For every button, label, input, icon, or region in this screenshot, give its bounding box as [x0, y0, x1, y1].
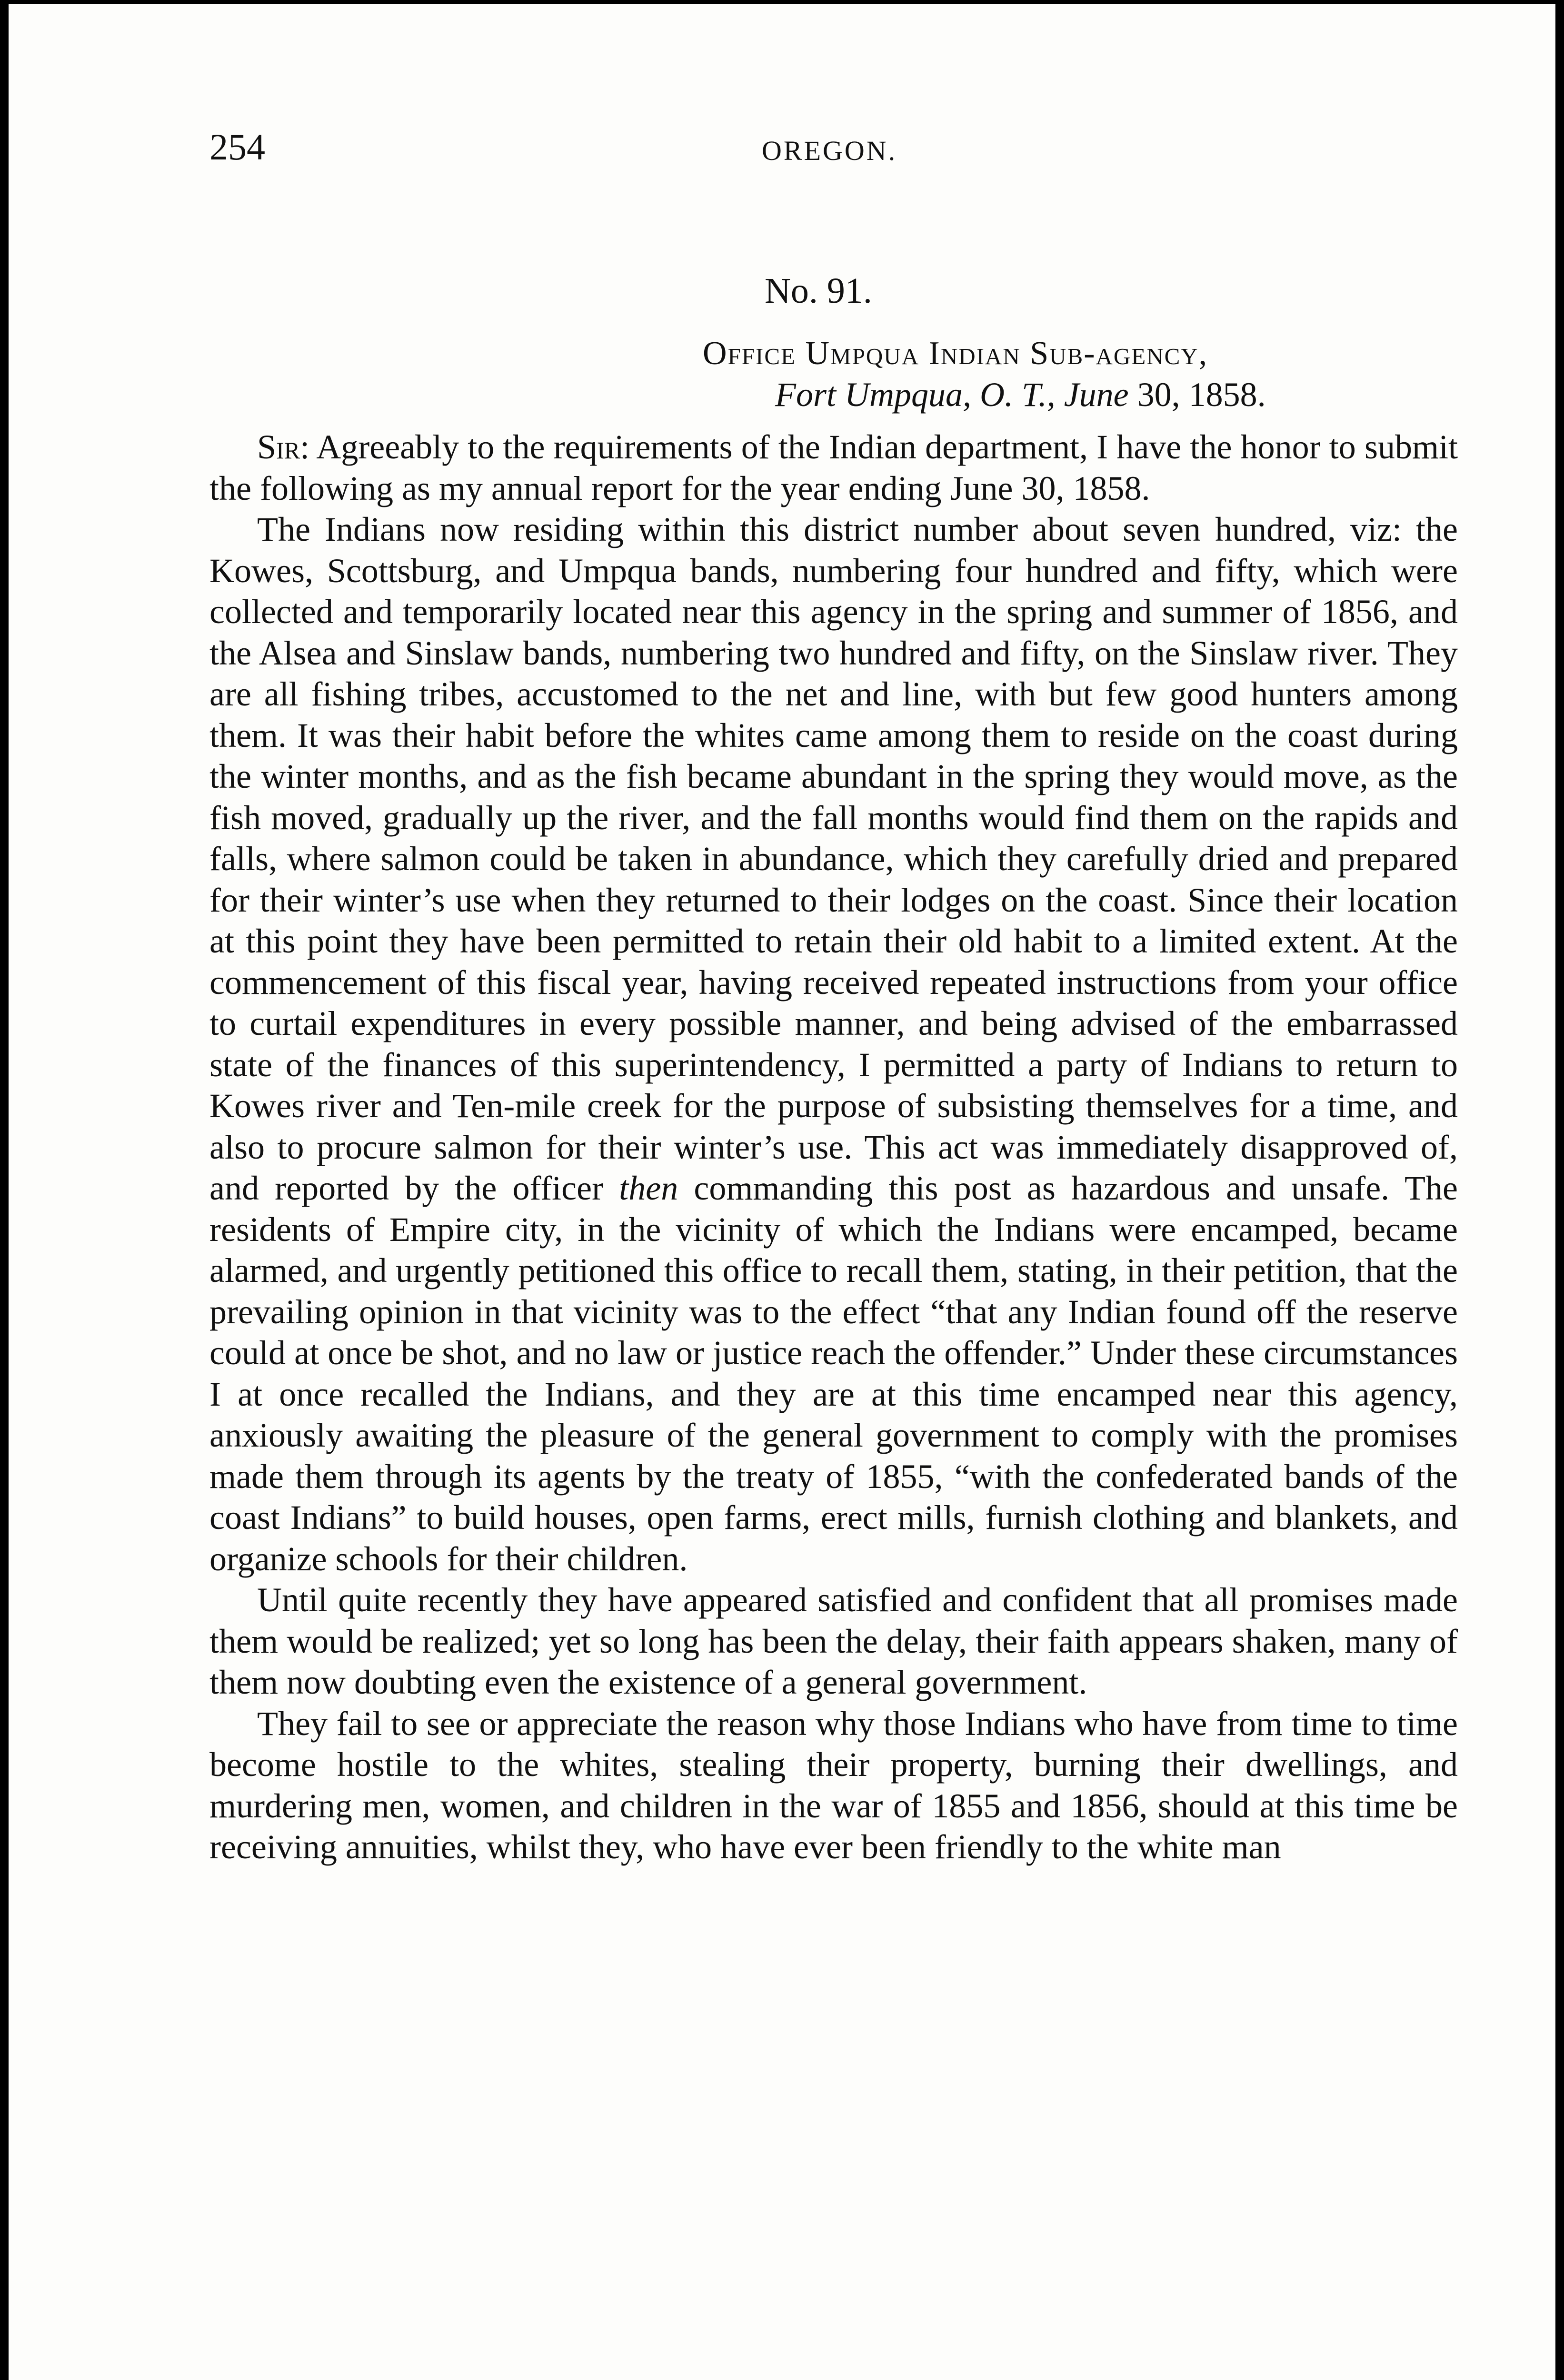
letter-office-line: Office Umpqua Indian Sub-agency,	[703, 335, 1208, 372]
running-title: OREGON.	[762, 135, 897, 166]
paragraph-4: They fail to see or appreciate the reason why those Indians who have from time to time become hostile to the whites, stealing their property, burning their dwellings, and murdering men, women, and children in the war of 1855 and 1856, should at this time be receiving annuities, whilst they, who have ever been friendly to the white man	[209, 1704, 1458, 1866]
paragraph-2-text-a: The Indians now residing within this district number about seven hundred, viz: the Kowes, Scottsburg, and Umpqua bands, numbering four hundred and fifty, which were collected and temporarily located near this agency in the spring and summer of 1856, and the Alsea and Sinslaw bands, numbering two hundred and fifty, on the Sinslaw river. They are all fishing tribes, accustomed to the net and line, with but few good hunters among them. It was their habit before the whites came among them to reside on the coast during the winter months, and as the fish became abundant in the spring they would move, as the fish moved, gradually up the river, and the fall months would find them on the rapids and falls, where salmon could be taken in abundance, which they carefully dried and prepared for their winter’s use when they returned to their lodges on the coast. Since their location at this point they have been permitted to retain their old habit to a limited extent. At the commencement of this fiscal year, having received repeated instructions from your office to curtail expenditures in every possible manner, and being advised of the embarrassed state of the finances of this superintendency, I permitted a party of Indians to return to Kowes river and Ten-mile creek for the purpose of subsisting themselves for a time, and also to procure salmon for their winter’s use. This act was immediately disapproved of, and reported by the officer	[209, 510, 1458, 1207]
letter-place: Fort Umpqua, O. T., June	[775, 376, 1129, 414]
paragraph-1	[209, 426, 1458, 509]
salutation: Sir:	[257, 428, 310, 466]
running-head	[209, 126, 1458, 186]
paragraph-2-italic: then	[619, 1169, 678, 1207]
paragraph-2-text-b: commanding this post as hazardous and unsafe. The residents of Empire city, in the vicinity of which the Indians were encamped, became alarmed, and urgently petitioned this office to recall them, stating, in their petition, that the prevailing opinion in that vicinity was to the effect “that any Indian found off the reserve could at once be shot, and no law or justice reach the offender.” Under these circumstances I at once recalled the Indians, and they are at this time encamped near this agency, anxiously awaiting the pleasure of the general government to comply with the promises made them through its agents by the treaty of 1855, “with the confederated bands of the coast Indians” to build houses, open farms, erect mills, furnish clothing and blankets, and organize schools for their children.	[209, 1169, 1458, 1578]
letter-place-date	[775, 375, 1266, 415]
page-sheet	[9, 4, 1555, 2380]
paragraph-1-text: Agreeably to the requirements of the Indian department, I have the honor to submit the following as my annual report for the year ending June 30, 1858.	[209, 428, 1458, 507]
letter-date: 30, 1858.	[1128, 376, 1266, 414]
page-number: 254	[209, 126, 265, 168]
paragraph-3: Until quite recently they have appeared satisfied and confident that all promises made them would be realized; yet so long has been the delay, their faith appears shaken, many of them now doubting even the existence of a general government.	[209, 1581, 1458, 1701]
document-number: No. 91.	[765, 271, 872, 311]
letter-body	[209, 426, 1458, 1868]
paragraph-2	[209, 509, 1458, 1579]
